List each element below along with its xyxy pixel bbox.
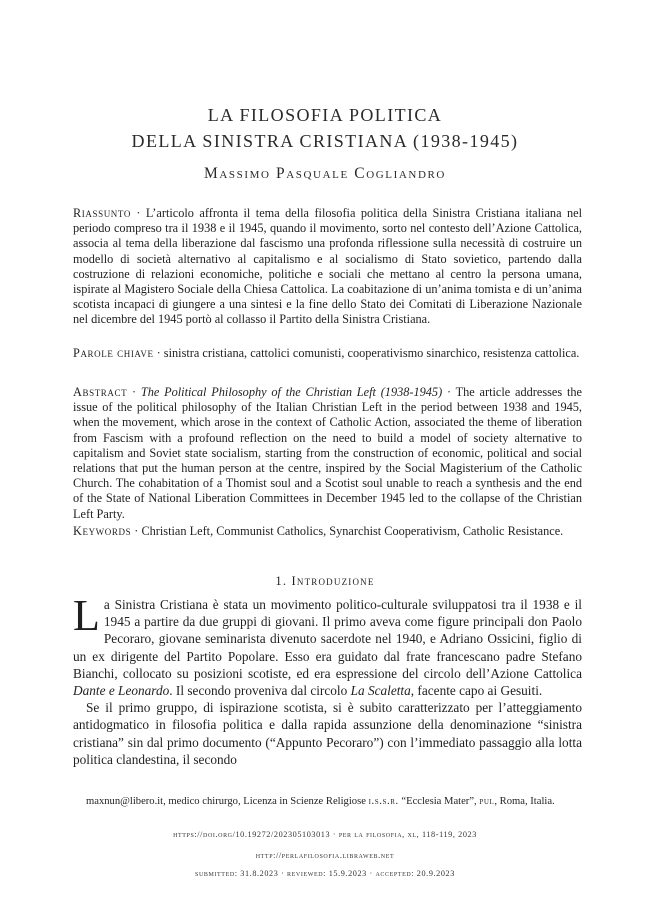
body-p1-italic-1: Dante e Leonardo [73,683,170,699]
body-p1-end: , facente capo ai Gesuiti. [410,683,543,699]
riassunto-block [73,206,582,328]
parole-chiave-label: Parole chiave [73,346,154,360]
section-title: Introduzione [291,574,375,588]
author-footnote [73,795,582,809]
footer-doi-line: https://doi.org/10.19272/202305103013 · per la filosofia, xl, 118-119, 2023 [173,830,477,839]
body-paragraph-2: Se il primo gruppo, di ispirazione scotista, si è subito caratterizzato per l’atteggiamento antidogmatico in filosofia politica e dalla rapida assunzione della denominazione “sinistra cristiana” sin dal primo documento (“Appunto Pecoraro”) con l’immediato passaggio alla lotta politica clandestina, il secondo [73,700,582,767]
keywords-separator: · [131,524,142,538]
parole-chiave-text: sinistra cristiana, cattolici comunisti, cooperativismo sinarchico, resistenza cattolica. [163,346,580,360]
keywords-block [73,524,582,539]
footnote-issr: i.s.s.r. [368,796,399,807]
article-title-line-1: LA FILOSOFIA POLITICA [207,105,443,125]
abstract-text: The article addresses the issue of the political philosophy of the Italian Christian Left in the period between 1938 and 1945, when the movement, which arose in the context of Catholic Action, associated the theme of liberation from Fascism with a profound reflection on the need to build a model of society alternative to capitalism and Soviet state socialism, starting from the construction of economic, political and social relations that put the human person at the centre, inspired by the Social Magisterium of the Catholic Church. The cohabitation of a Thomist soul and a Scotist soul unable to reach a synthesis and the end of the State of National Liberation Committees in December 1945 led to the collapse of the Christian Left Party. [73,385,582,521]
parole-chiave-block [73,346,582,361]
body-paragraph-1 [73,591,582,699]
abstract-separator: · [127,385,141,399]
abstract-separator-2: · [442,385,456,399]
riassunto-separator: · [130,206,146,220]
riassunto-label: Riassunto [73,206,131,220]
footnote-text-end: , Roma, Italia. [494,796,555,807]
author-name: Massimo Pasquale Cogliandro [204,165,446,182]
abstract-label: Abstract [73,385,128,399]
body-p1-italic-2: La Scaletta [350,683,411,699]
section-heading [0,574,650,589]
body-p1-start: a Sinistra Cristiana è stata un movimento politico-culturale sviluppatosi tra il 1938 e il 1945 a partire da due gruppi di giovani. Il primo aveva come figure principali don Paolo Pecoraro, giovane seminarista divenuto sacerdote nel 1940, e Adriano Ossicini, figlio di un ex dirigente del Partito Popolare. Esso era guidato dal frate francescano padre Stefano Bianchi, collocato su posizioni scotiste, ed era espressione del circolo dell’Azione Cattolica [73,597,582,681]
keywords-text: Christian Left, Communist Catholics, Synarchist Cooperativism, Catholic Resistance. [141,524,564,538]
footnote-text-start: maxnun@libero.it, medico chirurgo, Licenza in Scienze Religiose [86,796,369,807]
drop-cap: L [73,591,100,640]
section-number: 1. [275,574,288,588]
abstract-block [73,385,582,522]
abstract-title: The Political Philosophy of the Christian Left (1938-1945) [140,385,443,399]
parole-chiave-separator: · [153,346,164,360]
riassunto-text: L’articolo affronta il tema della filosofia politica della Sinistra Cristiana italiana nel periodo compreso tra il 1938 e il 1945, quando il movimento, sorto nel contesto dell’Azione Cattolica, associa al tema della liberazione dal fascismo una profonda riflessione sulla necessità di costruire un modello di società alternativo al capitalismo e al socialismo di Stato sovietico, partendo dalla costruzione di relazioni economiche, politiche e sociali che mettano al centro la persona umana, ispirate al Magistero Sociale della Chiesa Cattolica. La coabitazione di un’anima tomista e di un’anima scotista incapaci di giungere a una sintesi e la fine dello Stato dei Comitati di Liberazione Nazionale nel dicembre del 1945 portò al collasso il Partito della Sinistra Cristiana. [73,206,582,327]
body-text [73,591,582,768]
footer-url-line: http://perlafilosofia.libraweb.net [255,851,395,860]
footnote-pul: pul [479,796,495,807]
article-title-line-2: DELLA SINISTRA CRISTIANA (1938-1945) [131,131,519,151]
keywords-label: Keywords [73,524,132,538]
body-p1-mid: . Il secondo proveniva dal circolo [169,683,351,699]
footer-dates-line: submitted: 31.8.2023 · reviewed: 15.9.2023 · accepted: 20.9.2023 [195,869,455,878]
footnote-text-mid: “Ecclesia Mater”, [398,796,480,807]
